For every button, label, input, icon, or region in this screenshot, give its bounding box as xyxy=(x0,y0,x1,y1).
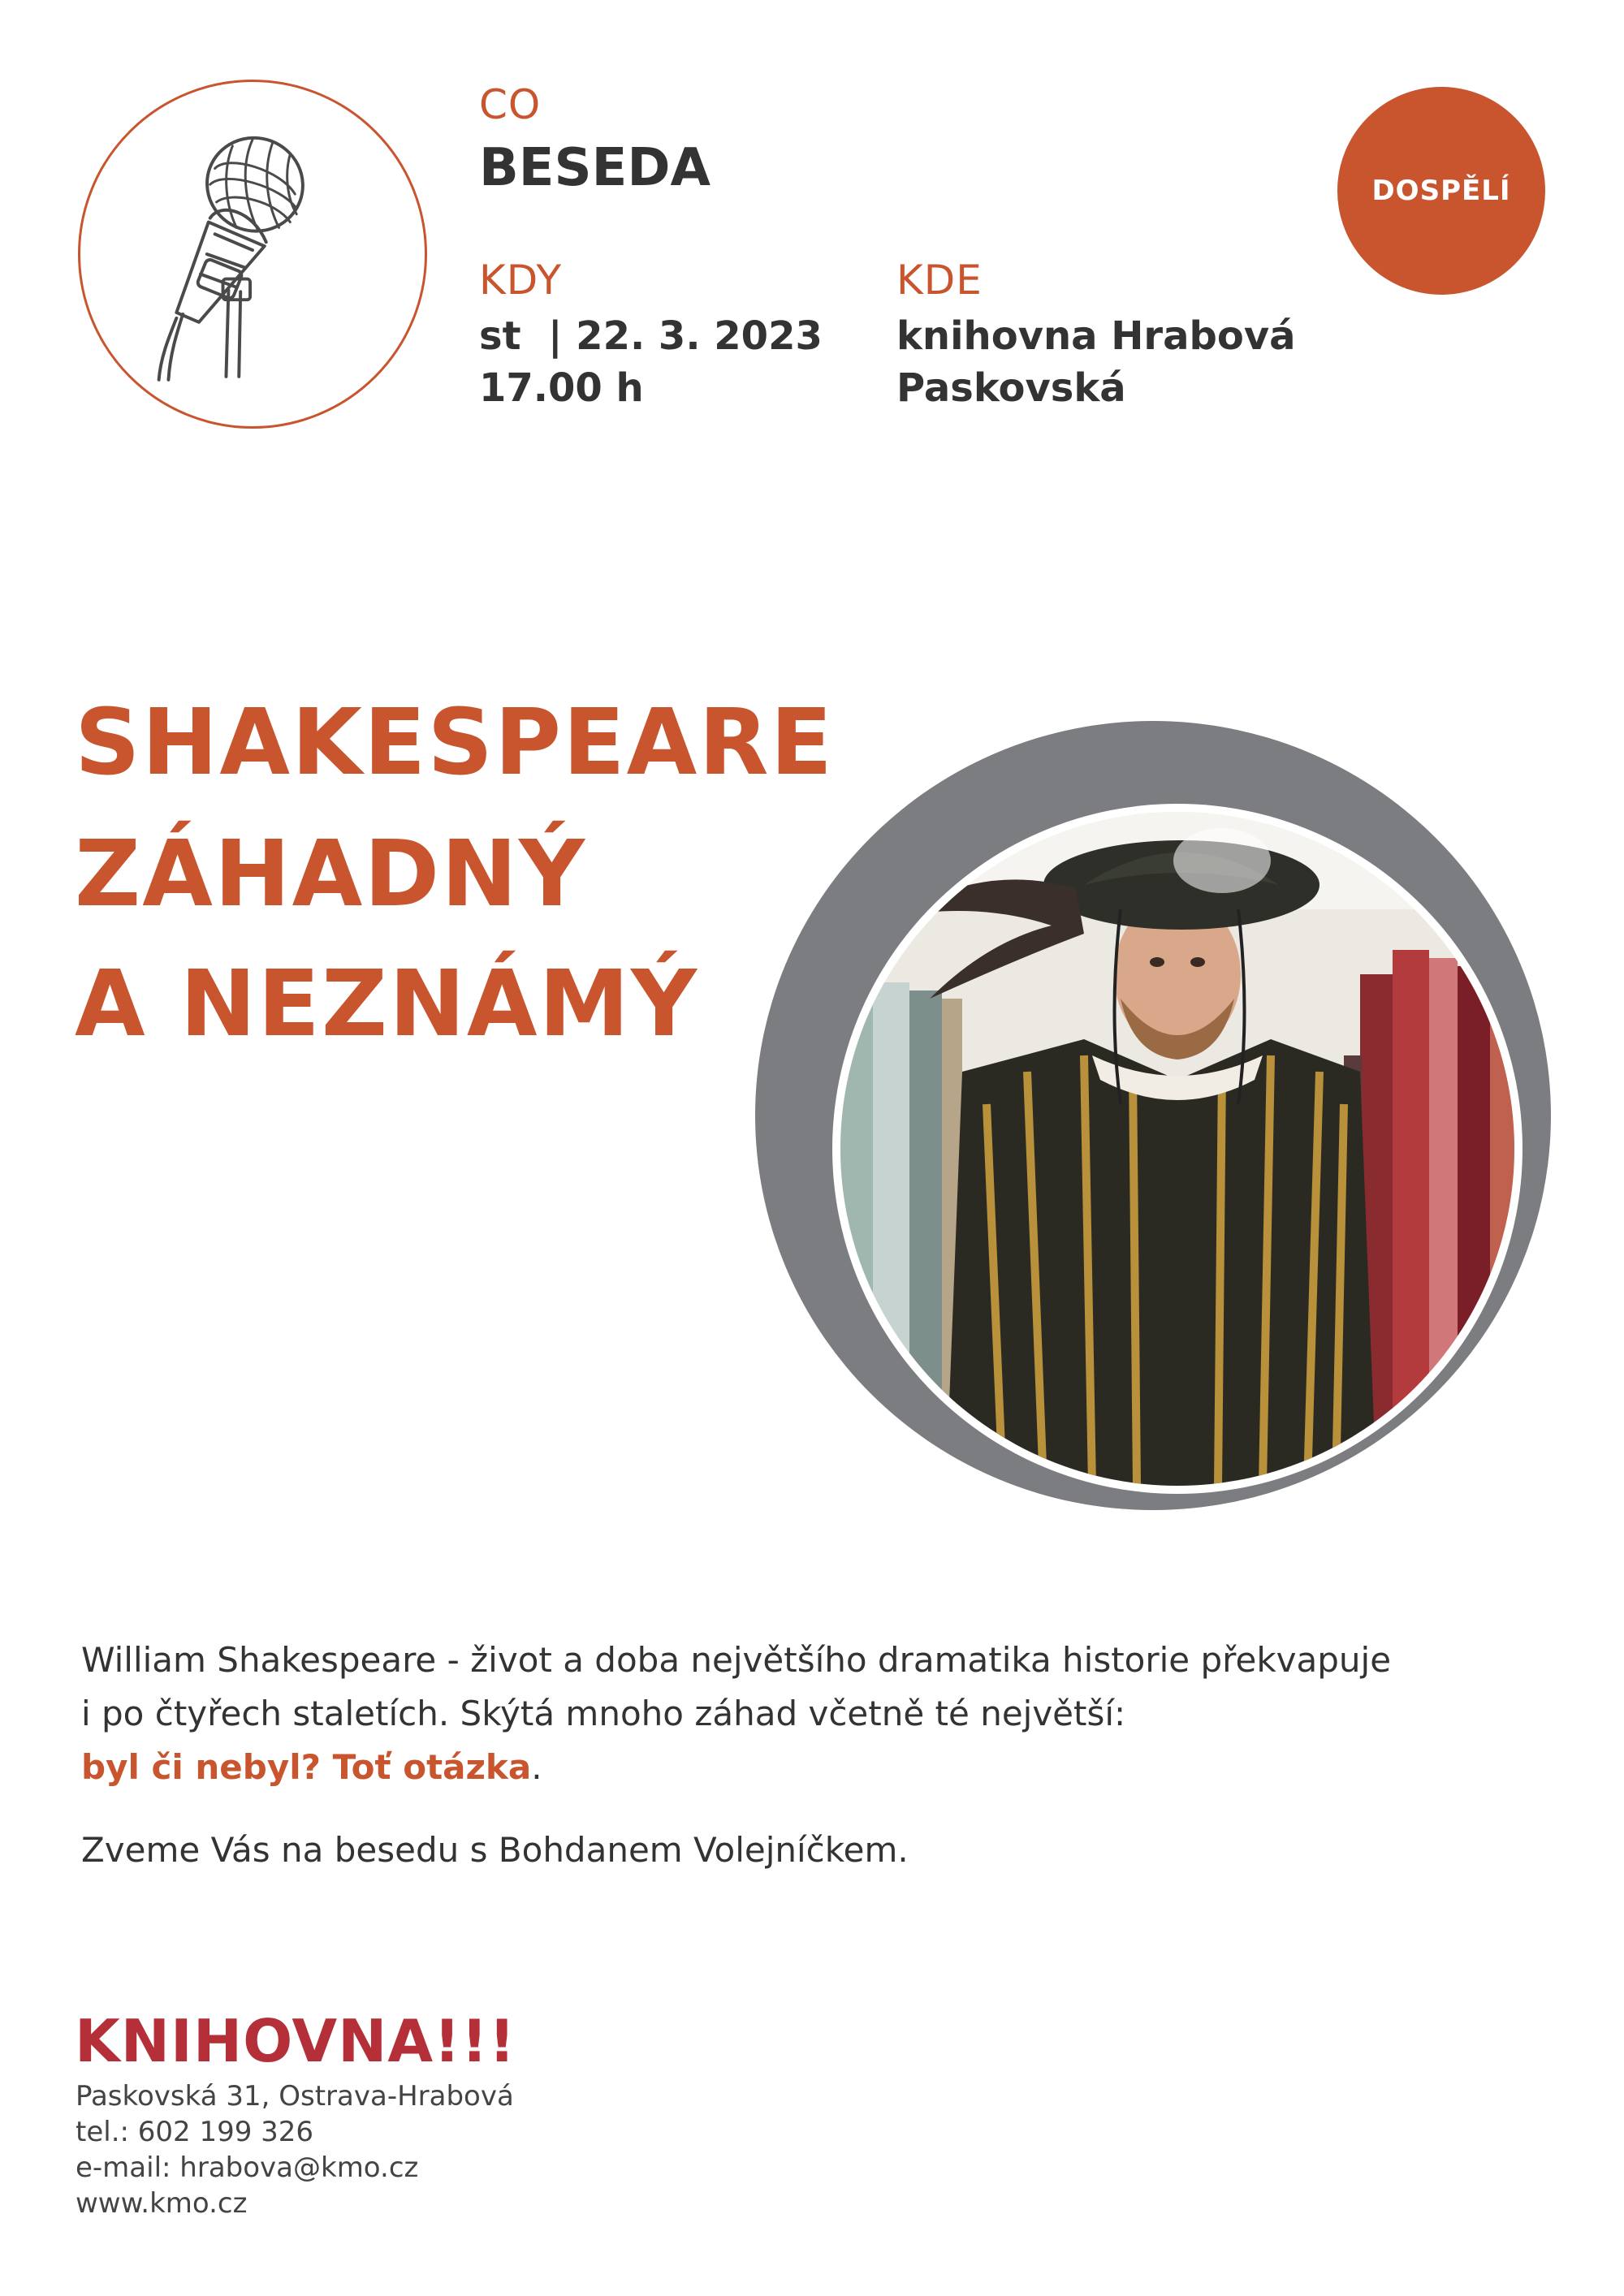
contact-website[interactable]: www.kmo.cz xyxy=(76,2187,248,2220)
event-date: st | 22. 3. 2023 xyxy=(479,313,823,359)
library-brand: KNIHOVNA!!! xyxy=(75,2007,516,2075)
audience-badge xyxy=(1337,87,1545,295)
event-type: BESEDA xyxy=(479,138,710,198)
description-line-3 xyxy=(81,1741,1559,1794)
kde-label: KDE xyxy=(896,257,983,304)
event-place: knihovna Hrabová xyxy=(896,313,1296,359)
event-street: Paskovská xyxy=(896,365,1126,411)
description-paragraph xyxy=(81,1634,1559,1794)
description-line-2: i po čtyřech staletích. Skýtá mnoho záhad včetně té největší: xyxy=(81,1694,1126,1733)
invitation-text: Zveme Vás na besedu s Bohdanem Volejníčkem. xyxy=(81,1830,909,1870)
co-label: CO xyxy=(479,81,542,128)
microphone-icon xyxy=(80,82,425,426)
event-time: 17.00 h xyxy=(479,365,644,411)
contact-address: Paskovská 31, Ostrava-Hrabová xyxy=(76,2080,514,2113)
contact-email[interactable]: e-mail: hrabova@kmo.cz xyxy=(76,2151,419,2184)
highlight-period: . xyxy=(531,1747,542,1787)
audience-badge-label: DOSPĚLÍ xyxy=(1371,175,1511,207)
contact-phone: tel.: 602 199 326 xyxy=(76,2116,314,2148)
title-line-2: ZÁHADNÝ xyxy=(75,822,587,927)
description-line-1: William Shakespeare - život a doba největšího dramatika historie překvapuje xyxy=(81,1640,1392,1680)
kdy-label: KDY xyxy=(479,257,563,304)
highlight-quote: byl či nebyl? Toť otázka xyxy=(81,1747,532,1787)
costumed-speaker-photo xyxy=(840,812,1514,1486)
title-line-3: A NEZNÁMÝ xyxy=(75,952,699,1057)
microphone-emblem xyxy=(78,80,427,429)
title-line-1: SHAKESPEARE xyxy=(75,690,835,796)
